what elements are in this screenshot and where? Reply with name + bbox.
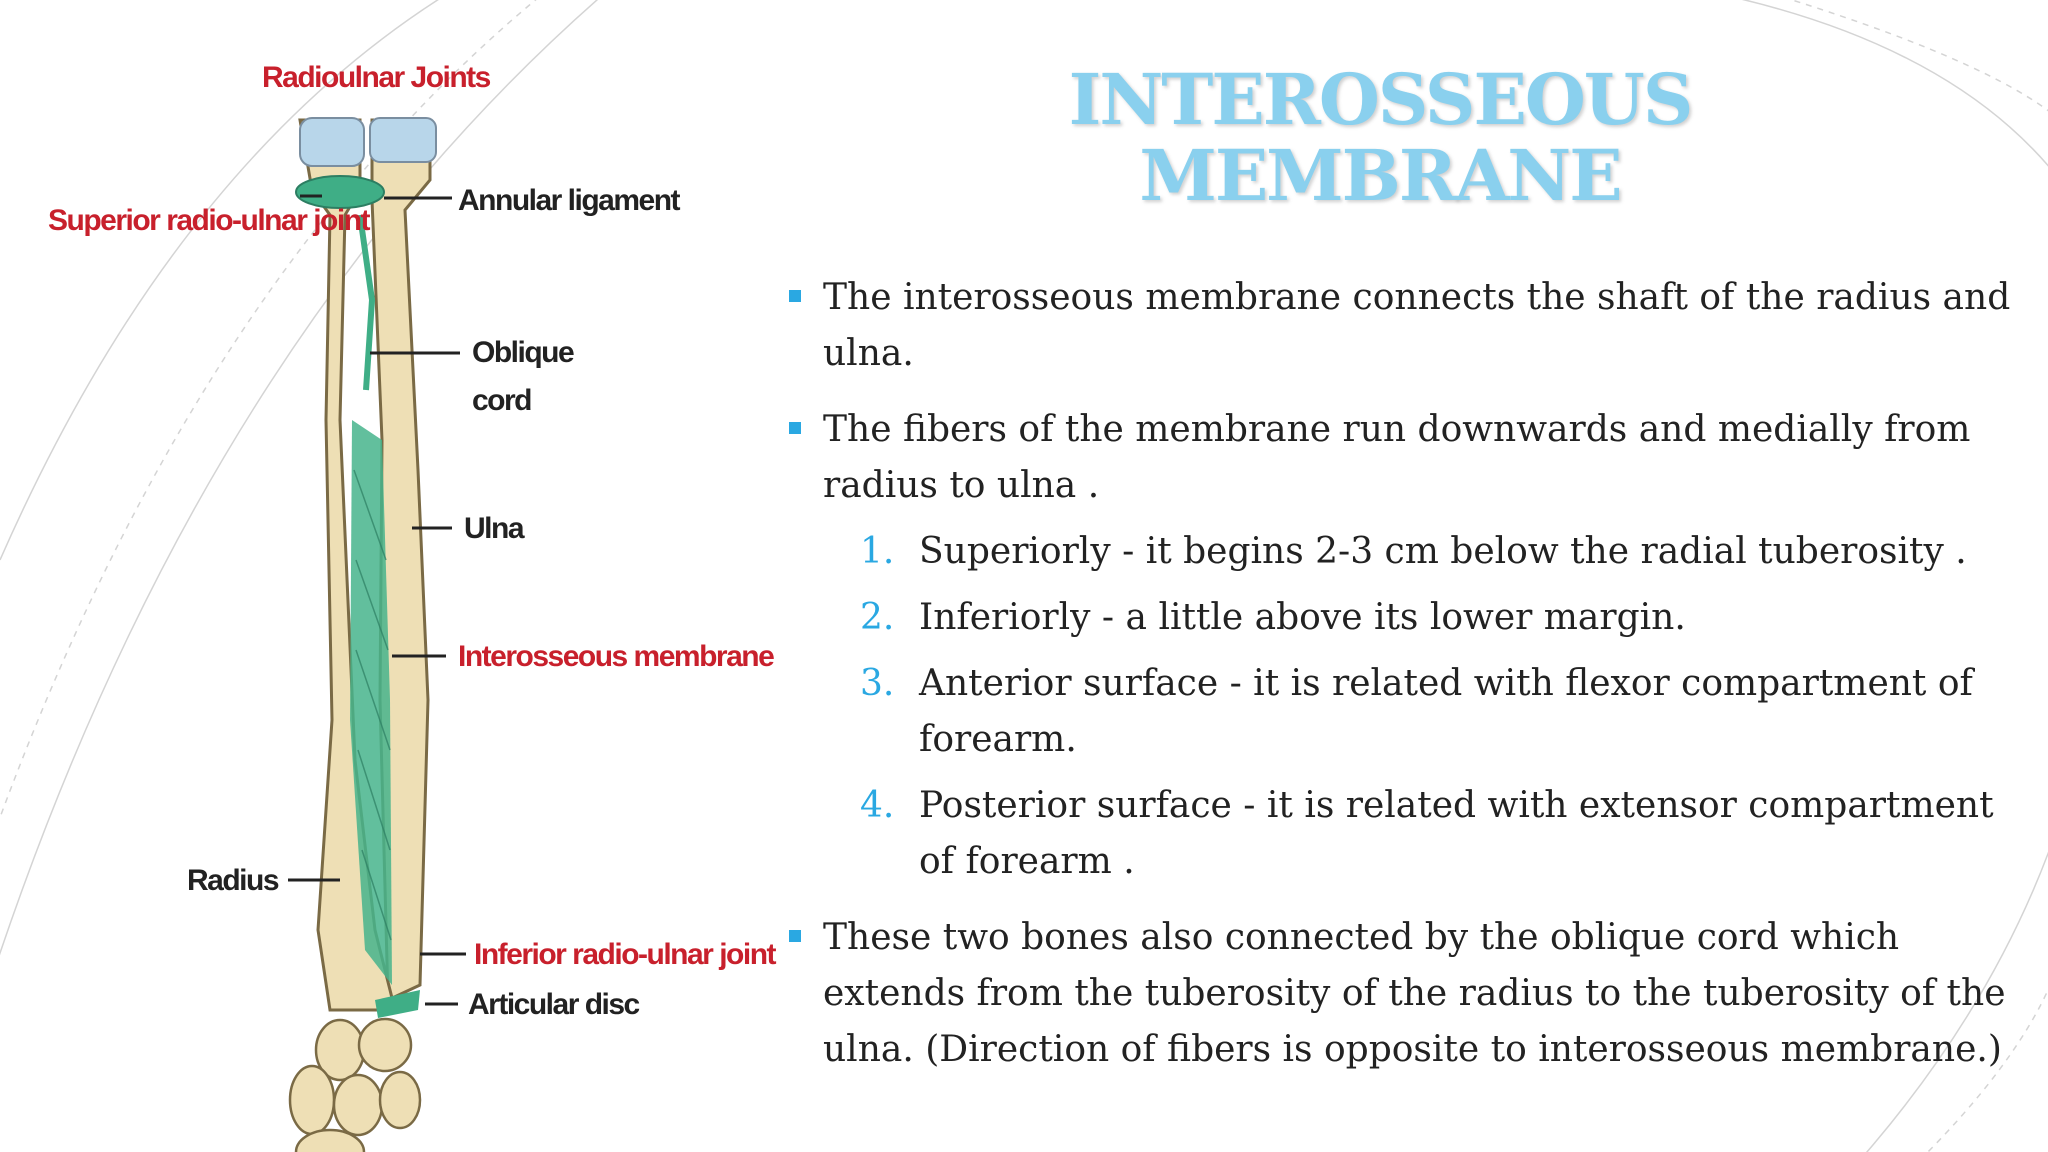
bullet-square-icon bbox=[789, 422, 801, 434]
label-interosseous-membrane: Interosseous membrane bbox=[458, 640, 774, 673]
slide-title-line2: MEMBRANE bbox=[1139, 134, 1621, 217]
slide-content bbox=[785, 270, 2025, 1098]
bullet-square-icon bbox=[789, 930, 801, 942]
bullet-text: These two bones also connected by the oblique cord which extends from the tuberosity of the radius to the tuberosity of the ulna. (Direction of fibers is opposite to interosseous membrane.) bbox=[823, 917, 2006, 1070]
list-number: 3. bbox=[860, 663, 895, 704]
slide-title bbox=[1020, 58, 1740, 217]
label-oblique-cord-line2: cord bbox=[472, 384, 532, 417]
label-inferior-radio-ulnar-joint: Inferior radio-ulnar joint bbox=[474, 938, 776, 971]
bullet-square-icon bbox=[789, 290, 801, 302]
bullet-text: The fibers of the membrane run downwards and medially from radius to ulna . bbox=[823, 409, 1971, 506]
numbered-list-item bbox=[785, 656, 2025, 768]
bullet-item bbox=[785, 402, 2025, 514]
radioulnar-figure bbox=[0, 0, 780, 1152]
list-item-text: Inferiorly - a little above its lower margin. bbox=[919, 597, 1686, 638]
numbered-list bbox=[785, 524, 2025, 890]
figure-title: Radioulnar Joints bbox=[262, 61, 490, 94]
bullet-text: The interosseous membrane connects the shaft of the radius and ulna. bbox=[823, 277, 2011, 374]
carpal-bones bbox=[290, 1019, 420, 1152]
label-superior-radio-ulnar-joint: Superior radio-ulnar joint bbox=[48, 204, 370, 237]
list-number: 2. bbox=[860, 597, 895, 638]
numbered-list-item bbox=[785, 524, 2025, 580]
label-radius: Radius bbox=[187, 864, 279, 897]
label-oblique-cord-line1: Oblique bbox=[472, 336, 574, 369]
numbered-list-item bbox=[785, 590, 2025, 646]
slide-title-line1: INTEROSSEOUS bbox=[1068, 58, 1692, 141]
radius-head bbox=[300, 118, 364, 166]
ulna-head bbox=[370, 118, 436, 162]
label-articular-disc: Articular disc bbox=[468, 988, 639, 1021]
list-number: 4. bbox=[860, 785, 895, 826]
label-ulna: Ulna bbox=[464, 512, 524, 545]
label-annular-ligament: Annular ligament bbox=[458, 184, 680, 217]
list-item-text: Posterior surface - it is related with extensor compartment of forearm . bbox=[919, 785, 1994, 882]
numbered-list-item bbox=[785, 778, 2025, 890]
list-number: 1. bbox=[860, 531, 895, 572]
bullet-item bbox=[785, 270, 2025, 382]
list-item-text: Anterior surface - it is related with flexor compartment of forearm. bbox=[919, 663, 1973, 760]
bullet-item bbox=[785, 910, 2025, 1078]
list-item-text: Superiorly - it begins 2-3 cm below the radial tuberosity . bbox=[919, 531, 1967, 572]
oblique-cord bbox=[360, 215, 372, 390]
